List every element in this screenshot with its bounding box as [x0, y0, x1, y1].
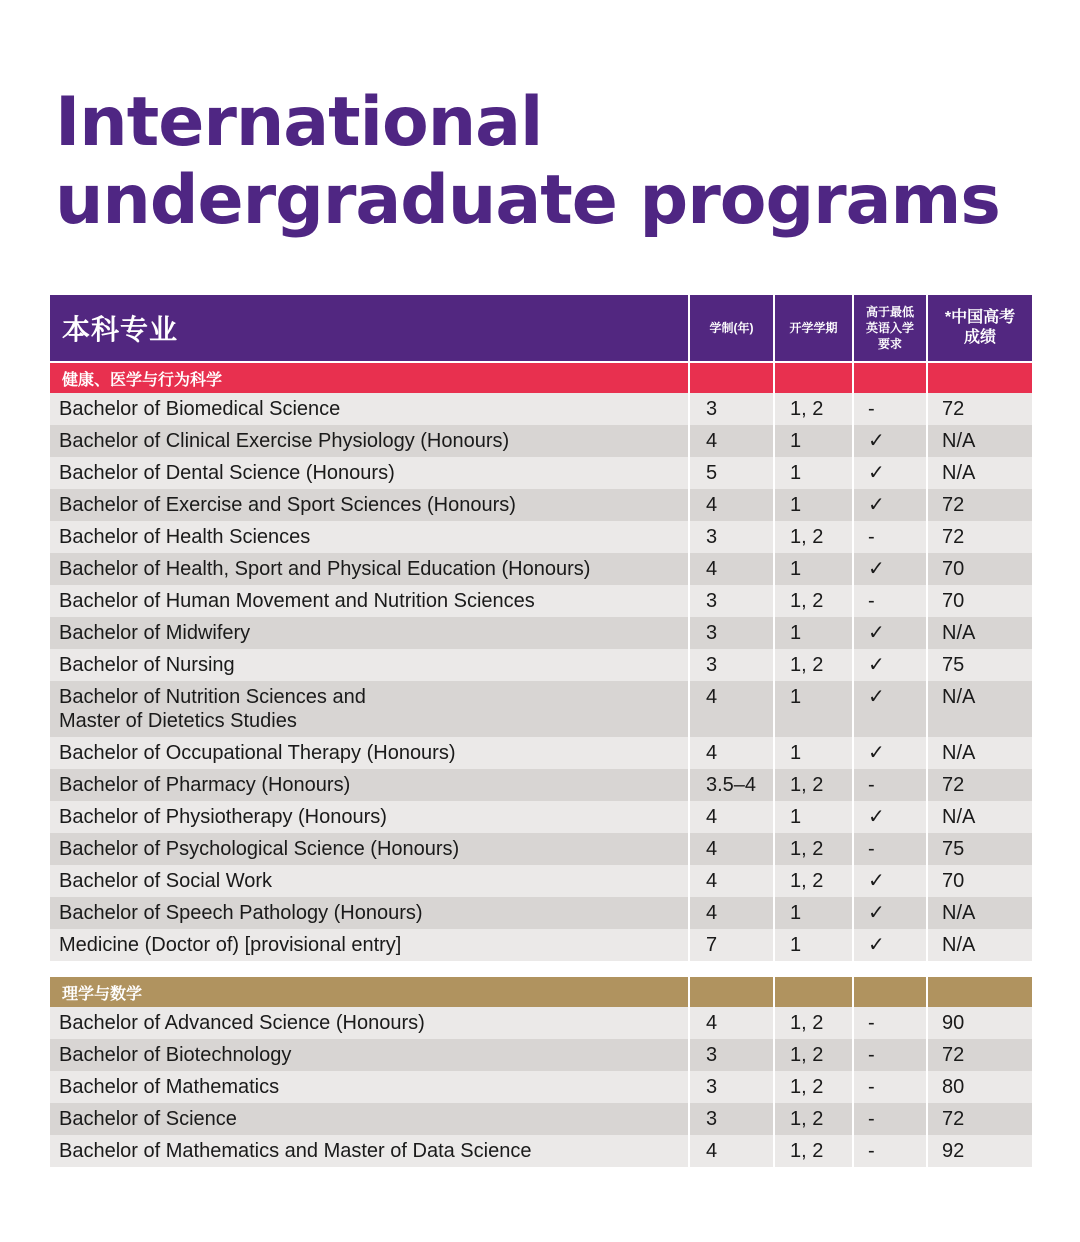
english-requirement-cell: - [854, 1007, 926, 1039]
english-requirement-cell: ✓ [854, 801, 926, 833]
english-requirement-cell: ✓ [854, 553, 926, 585]
table-row [50, 425, 1032, 457]
program-cell: Bachelor of Biotechnology [50, 1039, 688, 1071]
header-gaokao: *中国高考成绩 [928, 295, 1032, 361]
duration-cell: 4 [690, 865, 773, 897]
duration-cell: 5 [690, 457, 773, 489]
intake-cell: 1 [775, 801, 852, 833]
section-header-cell [854, 977, 926, 1007]
table-row [50, 897, 1032, 929]
intake-cell: 1 [775, 897, 852, 929]
duration-cell: 7 [690, 929, 773, 961]
intake-cell: 1, 2 [775, 585, 852, 617]
program-cell: Bachelor of Midwifery [50, 617, 688, 649]
english-requirement-cell: - [854, 833, 926, 865]
duration-cell: 4 [690, 737, 773, 769]
duration-cell: 4 [690, 801, 773, 833]
program-line-1: Bachelor of Nutrition Sciences and [59, 686, 366, 708]
english-requirement-cell: - [854, 393, 926, 425]
duration-cell: 3 [690, 1103, 773, 1135]
program-cell: Bachelor of Mathematics [50, 1071, 688, 1103]
program-cell: Bachelor of Social Work [50, 865, 688, 897]
duration-cell: 4 [690, 681, 773, 737]
program-cell: Bachelor of Health Sciences [50, 521, 688, 553]
gaokao-score-cell: 72 [928, 769, 1032, 801]
program-cell: Bachelor of Exercise and Sport Sciences (Honours) [50, 489, 688, 521]
duration-cell: 3 [690, 617, 773, 649]
gaokao-score-cell: 72 [928, 521, 1032, 553]
gaokao-score-cell: N/A [928, 737, 1032, 769]
program-cell: Bachelor of Health, Sport and Physical Education (Honours) [50, 553, 688, 585]
page-title-line-1: International [55, 83, 543, 162]
english-requirement-cell: - [854, 1135, 926, 1167]
table-row [50, 457, 1032, 489]
gaokao-score-cell: N/A [928, 897, 1032, 929]
gaokao-score-cell: 80 [928, 1071, 1032, 1103]
english-requirement-cell: ✓ [854, 617, 926, 649]
english-requirement-cell: ✓ [854, 425, 926, 457]
duration-cell: 3 [690, 393, 773, 425]
table-row [50, 1007, 1032, 1039]
table-row [50, 929, 1032, 961]
english-requirement-cell: - [854, 521, 926, 553]
gaokao-score-cell: N/A [928, 457, 1032, 489]
program-cell: Bachelor of Psychological Science (Honours) [50, 833, 688, 865]
english-requirement-cell: ✓ [854, 681, 926, 737]
gaokao-score-cell: N/A [928, 681, 1032, 737]
english-requirement-cell: ✓ [854, 489, 926, 521]
table-row [50, 1071, 1032, 1103]
section-header-cell [928, 363, 1032, 393]
english-requirement-cell: ✓ [854, 737, 926, 769]
table-row [50, 585, 1032, 617]
intake-cell: 1 [775, 553, 852, 585]
duration-cell: 4 [690, 553, 773, 585]
english-requirement-cell: ✓ [854, 649, 926, 681]
program-line-2: Master of Dietetics Studies [59, 710, 297, 732]
header-duration: 学制(年) [690, 295, 773, 361]
table-row [50, 737, 1032, 769]
gaokao-score-cell: 72 [928, 489, 1032, 521]
section-title: 健康、医学与行为科学 [50, 363, 688, 393]
program-cell: Bachelor of Clinical Exercise Physiology (Honours) [50, 425, 688, 457]
intake-cell: 1, 2 [775, 1007, 852, 1039]
duration-cell: 4 [690, 897, 773, 929]
program-cell: Medicine (Doctor of) [provisional entry] [50, 929, 688, 961]
gaokao-score-cell: N/A [928, 425, 1032, 457]
program-cell: Bachelor of Nursing [50, 649, 688, 681]
duration-cell: 3 [690, 1071, 773, 1103]
section-header [50, 977, 1032, 1007]
table-row [50, 801, 1032, 833]
program-cell: Bachelor of Speech Pathology (Honours) [50, 897, 688, 929]
page-title-line-2: undergraduate programs [55, 161, 1000, 240]
english-requirement-cell: ✓ [854, 865, 926, 897]
table-row [50, 833, 1032, 865]
table-body [50, 363, 1032, 1167]
english-requirement-cell: - [854, 1071, 926, 1103]
intake-cell: 1 [775, 457, 852, 489]
gaokao-score-cell: 92 [928, 1135, 1032, 1167]
table-row [50, 681, 1032, 737]
section-title: 理学与数学 [50, 977, 688, 1007]
program-cell: Bachelor of Biomedical Science [50, 393, 688, 425]
program-cell: Bachelor of Mathematics and Master of Data Science [50, 1135, 688, 1167]
section-header-cell [775, 363, 852, 393]
intake-cell: 1, 2 [775, 393, 852, 425]
page-title [55, 84, 1000, 240]
gaokao-score-cell: 72 [928, 1103, 1032, 1135]
duration-cell: 3 [690, 585, 773, 617]
program-cell: Bachelor of Physiotherapy (Honours) [50, 801, 688, 833]
gaokao-score-cell: 70 [928, 553, 1032, 585]
program-cell: Bachelor of Dental Science (Honours) [50, 457, 688, 489]
intake-cell: 1, 2 [775, 1135, 852, 1167]
program-cell: Bachelor of Human Movement and Nutrition Sciences [50, 585, 688, 617]
section-header [50, 363, 1032, 393]
section-header-cell [690, 363, 773, 393]
section-header-cell [854, 363, 926, 393]
table-row [50, 1135, 1032, 1167]
duration-cell: 3.5–4 [690, 769, 773, 801]
table-row [50, 1039, 1032, 1071]
intake-cell: 1, 2 [775, 1071, 852, 1103]
duration-cell: 4 [690, 1007, 773, 1039]
section-spacer [50, 961, 1032, 975]
table-row [50, 617, 1032, 649]
table-row [50, 393, 1032, 425]
gaokao-score-cell: 70 [928, 585, 1032, 617]
program-cell: Bachelor of Pharmacy (Honours) [50, 769, 688, 801]
gaokao-score-cell: 75 [928, 833, 1032, 865]
duration-cell: 4 [690, 425, 773, 457]
gaokao-score-cell: 75 [928, 649, 1032, 681]
english-requirement-cell: - [854, 1103, 926, 1135]
duration-cell: 3 [690, 649, 773, 681]
intake-cell: 1 [775, 681, 852, 737]
intake-cell: 1, 2 [775, 521, 852, 553]
duration-cell: 3 [690, 1039, 773, 1071]
intake-cell: 1 [775, 489, 852, 521]
gaokao-score-cell: 72 [928, 393, 1032, 425]
section-header-cell [775, 977, 852, 1007]
program-cell: Bachelor of Occupational Therapy (Honours) [50, 737, 688, 769]
section-header-cell [690, 977, 773, 1007]
english-requirement-cell: ✓ [854, 929, 926, 961]
intake-cell: 1 [775, 425, 852, 457]
table-row [50, 769, 1032, 801]
program-cell: Bachelor of Advanced Science (Honours) [50, 1007, 688, 1039]
duration-cell: 4 [690, 833, 773, 865]
intake-cell: 1, 2 [775, 1103, 852, 1135]
header-intake: 开学学期 [775, 295, 852, 361]
table-row [50, 489, 1032, 521]
gaokao-score-cell: N/A [928, 929, 1032, 961]
intake-cell: 1, 2 [775, 1039, 852, 1071]
intake-cell: 1 [775, 617, 852, 649]
table-row [50, 865, 1032, 897]
table-header [50, 295, 1032, 361]
table-row [50, 553, 1032, 585]
intake-cell: 1 [775, 929, 852, 961]
english-requirement-cell: - [854, 769, 926, 801]
table-row [50, 649, 1032, 681]
header-program: 本科专业 [50, 295, 688, 361]
intake-cell: 1 [775, 737, 852, 769]
duration-cell: 4 [690, 1135, 773, 1167]
section-header-cell [928, 977, 1032, 1007]
intake-cell: 1, 2 [775, 649, 852, 681]
intake-cell: 1, 2 [775, 865, 852, 897]
gaokao-score-cell: 72 [928, 1039, 1032, 1071]
programs-table [50, 295, 1032, 1167]
intake-cell: 1, 2 [775, 769, 852, 801]
table-row [50, 521, 1032, 553]
english-requirement-cell: ✓ [854, 897, 926, 929]
table-row [50, 1103, 1032, 1135]
program-cell: Bachelor of Science [50, 1103, 688, 1135]
gaokao-score-cell: N/A [928, 617, 1032, 649]
duration-cell: 3 [690, 521, 773, 553]
gaokao-score-cell: 90 [928, 1007, 1032, 1039]
english-requirement-cell: ✓ [854, 457, 926, 489]
gaokao-score-cell: 70 [928, 865, 1032, 897]
english-requirement-cell: - [854, 1039, 926, 1071]
intake-cell: 1, 2 [775, 833, 852, 865]
header-english: 高于最低英语入学要求 [854, 295, 926, 361]
gaokao-score-cell: N/A [928, 801, 1032, 833]
english-requirement-cell: - [854, 585, 926, 617]
duration-cell: 4 [690, 489, 773, 521]
program-cell [50, 681, 688, 737]
